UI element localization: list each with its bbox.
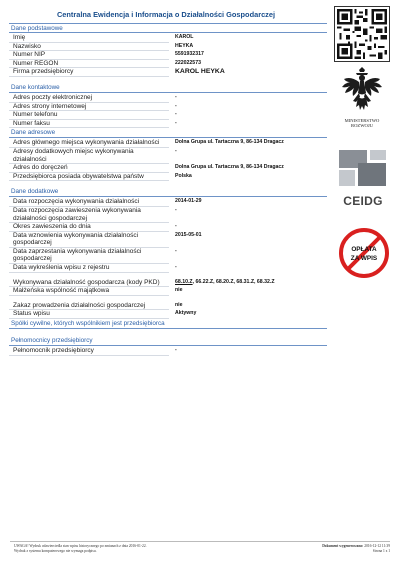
field-first-name: [9, 34, 327, 43]
field-label: Nazwisko: [9, 43, 169, 52]
field-nip: [9, 51, 327, 60]
field-value: HEYKA: [175, 42, 194, 49]
field-label: Data wznowienia wykonywania działalności gospodarczej: [9, 232, 169, 248]
footer-notice-line: UWAGA! Wydruk odzwierciedla stan wpisu historycznego po zmianach z dnia 2016-01-22.: [14, 544, 147, 548]
section-heading-proxies: Pełnomocnicy przedsiębiorcy: [9, 336, 327, 346]
field-marital-property: [9, 287, 327, 296]
field-label: Numer NIP: [9, 51, 169, 60]
field-value: -: [175, 93, 177, 100]
field-label: Adresy dodatkowych miejsc wykonywania działalności: [9, 148, 169, 164]
field-email: [9, 94, 327, 103]
field-label: Firma przedsiębiorcy: [9, 68, 169, 77]
field-value: nie: [175, 287, 183, 294]
field-fax: [9, 120, 327, 129]
field-label: Status wpisu: [9, 310, 169, 319]
field-value: nie: [175, 301, 183, 308]
registry-entry: [9, 23, 327, 356]
field-label: Imię: [9, 34, 169, 43]
field-label: Numer REGON: [9, 60, 169, 69]
pkd-other-codes: , 66.22.Z, 68.20.Z, 68.31.Z, 68.32.Z: [192, 278, 275, 285]
field-value: KAROL HEYKA: [175, 68, 225, 76]
field-label: Adres głównego miejsca wykonywania działalności: [9, 139, 169, 148]
field-removal-date: [9, 264, 327, 273]
field-last-name: [9, 43, 327, 52]
field-regon: [9, 60, 327, 69]
field-resumption-date: [9, 232, 327, 248]
field-value: -: [175, 347, 177, 354]
field-label: Data zaprzestania wykonywania działalności gospodarczej: [9, 248, 169, 264]
qr-code-icon: [334, 6, 390, 62]
footer-meta: [250, 544, 390, 554]
section-heading-basic: Dane podstawowe: [9, 23, 327, 33]
field-cessation-date: [9, 248, 327, 264]
ceidg-logo-icon: [339, 150, 386, 186]
field-label: Adres do doręczeń: [9, 164, 169, 173]
field-value: 2015-05-01: [175, 231, 202, 238]
field-label: Okres zawieszenia do dnia: [9, 223, 169, 232]
field-label: Adres strony internetowej: [9, 103, 169, 112]
footer-notice: [14, 544, 254, 554]
field-label: Data rozpoczęcia wykonywania działalności: [9, 198, 169, 207]
field-label: Data wykreślenia wpisu z rejestru: [9, 264, 169, 273]
field-value: Dolna Grupa ul. Tartaczna 9, 86-134 Dragacz: [175, 139, 284, 146]
field-value: Polska: [175, 172, 192, 179]
field-proxy: [9, 347, 327, 356]
field-entry-status: [9, 310, 327, 319]
field-value: -: [175, 206, 177, 213]
stamp-text-bottom: ZA WPIS: [350, 255, 378, 262]
field-label: Numer telefonu: [9, 111, 169, 120]
field-citizenship: [9, 173, 327, 182]
pkd-main-code: 68.10.Z: [175, 278, 193, 285]
section-heading-contact: Dane kontaktowe: [9, 83, 327, 93]
field-delivery-address: [9, 164, 327, 173]
field-value: 2014-01-29: [175, 198, 202, 205]
field-label: Adres poczty elektronicznej: [9, 94, 169, 103]
field-value: Aktywny: [175, 310, 197, 317]
field-main-address: [9, 139, 327, 148]
field-suspension-start: [9, 207, 327, 223]
document-title: Centralna Ewidencja i Informacja o Działalności Gospodarczej: [56, 10, 276, 19]
ceidg-wordmark: CEIDG: [343, 194, 383, 208]
field-value: -: [175, 147, 177, 154]
field-pkd-codes: [9, 279, 327, 288]
field-value: -: [175, 247, 177, 254]
stamp-text-top: OPŁATA: [351, 246, 377, 253]
footer-divider: [10, 541, 390, 542]
field-value: -: [175, 264, 177, 271]
field-value: 5591932317: [175, 51, 204, 58]
field-start-date: [9, 198, 327, 207]
field-value: -: [175, 102, 177, 109]
field-label: Wykonywana działalność gospodarcza (kody PKD): [9, 279, 169, 288]
field-company-name: [9, 68, 327, 77]
field-label: Data rozpoczęcia zawieszenia wykonywania działalności gospodarczej: [9, 207, 169, 223]
field-additional-addresses: [9, 148, 327, 164]
field-value: [169, 279, 327, 287]
field-value: KAROL: [175, 34, 194, 40]
polish-eagle-icon: [340, 66, 384, 116]
field-label: Numer faksu: [9, 120, 169, 129]
field-suspension-until: [9, 223, 327, 232]
page-number: Strona 1 z 1: [372, 549, 390, 553]
field-label: Zakaz prowadzenia działalności gospodarczej: [9, 302, 169, 311]
field-value: 222022573: [175, 59, 201, 66]
field-value: Dolna Grupa ul. Tartaczna 9, 86-134 Dragacz: [175, 164, 284, 171]
footer-notice-line: Wydruk z systemu komputerowego nie wymaga podpisu.: [14, 549, 97, 553]
ministry-name: MINISTERSTWO ROZWOJU: [344, 118, 380, 129]
field-business-ban: [9, 302, 327, 311]
field-label: Pełnomocnik przedsiębiorcy: [9, 347, 169, 356]
field-label: Przedsiębiorca posiada obywatelstwa państw: [9, 173, 169, 182]
field-phone: [9, 111, 327, 120]
field-value: -: [175, 111, 177, 118]
generated-timestamp: Dokument wygenerowano: 2016-12-12 11:39: [322, 544, 390, 548]
section-heading-address: Dane adresowe: [9, 128, 327, 138]
field-website: [9, 103, 327, 112]
no-fee-stamp-icon: [337, 226, 391, 280]
field-label: Małżeńska wspólność majątkowa: [9, 287, 169, 296]
section-heading-extra: Dane dodatkowe: [9, 187, 327, 197]
field-value: -: [175, 223, 177, 230]
section-heading-partnerships: Spółki cywilne, których wspólnikiem jest przedsiębiorca: [9, 319, 327, 329]
field-value: -: [175, 119, 177, 126]
